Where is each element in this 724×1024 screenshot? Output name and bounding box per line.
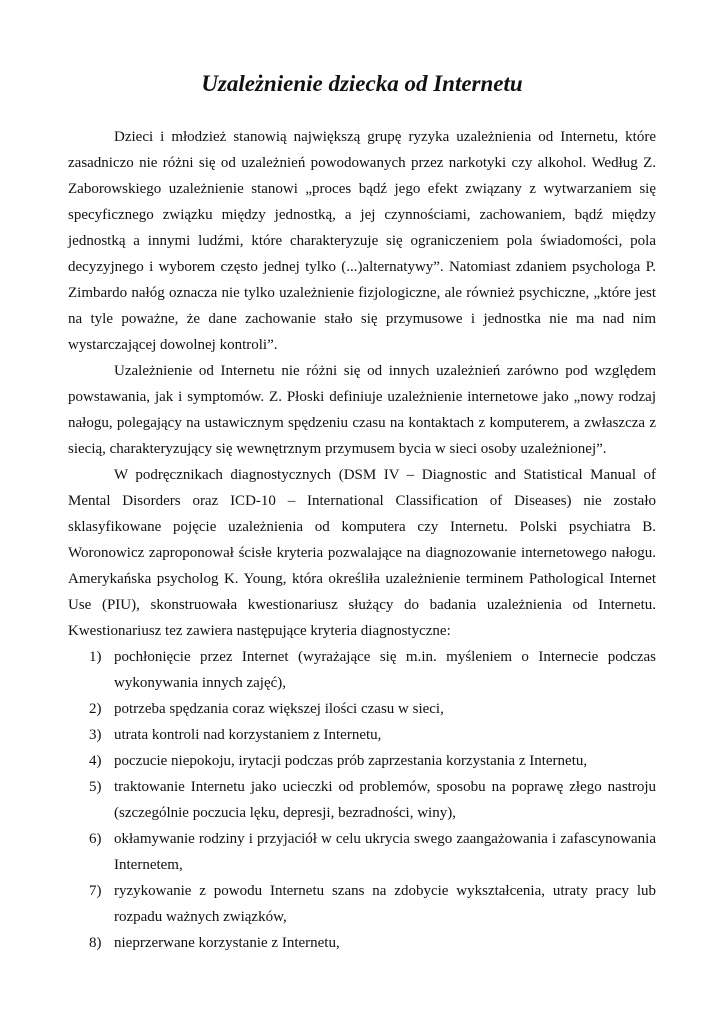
criteria-text: okłamywanie rodziny i przyjaciół w celu ukrycia swego zaangażowania i zafascynowania Internetem, — [114, 831, 656, 873]
criteria-item — [68, 644, 656, 696]
criteria-item — [68, 774, 656, 826]
criteria-text: poczucie niepokoju, irytacji podczas prób zaprzestania korzystania z Internetu, — [114, 753, 588, 769]
criteria-number: 7) — [89, 883, 102, 899]
criteria-number: 2) — [89, 701, 102, 717]
criteria-text: ryzykowanie z powodu Internetu szans na zdobycie wykształcenia, utraty pracy lub rozpadu ważnych związków, — [114, 883, 656, 925]
criteria-number: 6) — [89, 831, 102, 847]
criteria-list — [68, 644, 656, 956]
criteria-item — [68, 748, 656, 774]
document-title: Uzależnienie dziecka od Internetu — [201, 71, 523, 96]
paragraph-definition: Uzależnienie od Internetu nie różni się od innych uzależnień zarówno pod względem powstawania, jak i symptomów. Z. Płoski definiuje uzależnienie internetowe jako „nowy rodzaj nałogu, polegający na ustawicznym spędzeniu czasu na kontaktach z komputerem, a zwłaszcza z siecią, charakteryzujący się wewnętrznym przymusem bycia w sieci osoby uzależnionej”. — [68, 363, 656, 457]
criteria-item — [68, 878, 656, 930]
paragraph-diagnostics: W podręcznikach diagnostycznych (DSM IV – Diagnostic and Statistical Manual of Mental Disorders oraz ICD-10 – International Classification of Diseases) nie zostało sklasyfikowane pojęcie uzależnienia od komputera czy Internetu. Polski psychiatra B. Woronowicz zaproponował ścisłe kryteria pozwalające na diagnozowanie internetowego nałogu. Amerykańska psycholog K. Young, która określiła uzależnienie terminem Pathological Internet Use (PIU), skonstruowała kwestionariusz służący do badania uzależnienia od Internetu. Kwestionariusz tez zawiera następujące kryteria diagnostyczne: — [68, 467, 656, 639]
criteria-item — [68, 826, 656, 878]
document-page — [68, 66, 656, 956]
criteria-item — [68, 722, 656, 748]
criteria-number: 5) — [89, 779, 102, 795]
criteria-text: nieprzerwane korzystanie z Internetu, — [114, 935, 340, 951]
criteria-item — [68, 930, 656, 956]
criteria-number: 8) — [89, 935, 102, 951]
criteria-number: 4) — [89, 753, 102, 769]
criteria-text: potrzeba spędzania coraz większej ilości czasu w sieci, — [114, 701, 444, 717]
criteria-number: 3) — [89, 727, 102, 743]
criteria-text: pochłonięcie przez Internet (wyrażające się m.in. myśleniem o Internecie podczas wykonywania innych zajęć), — [114, 649, 656, 691]
criteria-text: utrata kontroli nad korzystaniem z Internetu, — [114, 727, 382, 743]
criteria-number: 1) — [89, 649, 102, 665]
criteria-item — [68, 696, 656, 722]
paragraph-intro: Dzieci i młodzież stanowią największą grupę ryzyka uzależnienia od Internetu, które zasadniczo nie różni się od uzależnień powodowanych przez narkotyki czy alkohol. Według Z. Zaborowskiego uzależnienie stanowi „proces bądź jego efekt związany z wytwarzaniem się specyficznego związku między jednostką, a jej czynnościami, zachowaniem, bądź między jednostką a innymi ludźmi, które charakteryzuje się ograniczeniem pola świadomości, pola decyzyjnego i wyborem często jednej tylko (...)alternatywy”. Natomiast zdaniem psychologa P. Zimbardo nałóg oznacza nie tylko uzależnienie fizjologiczne, ale również psychiczne, „które jest na tyle poważne, że dane zachowanie stało się przymusowe i jednostka nie ma nad nim wystarczającej dowolnej kontroli”. — [68, 129, 656, 353]
criteria-text: traktowanie Internetu jako ucieczki od problemów, sposobu na poprawę złego nastroju (szczególnie poczucia lęku, depresji, bezradności, winy), — [114, 779, 656, 821]
